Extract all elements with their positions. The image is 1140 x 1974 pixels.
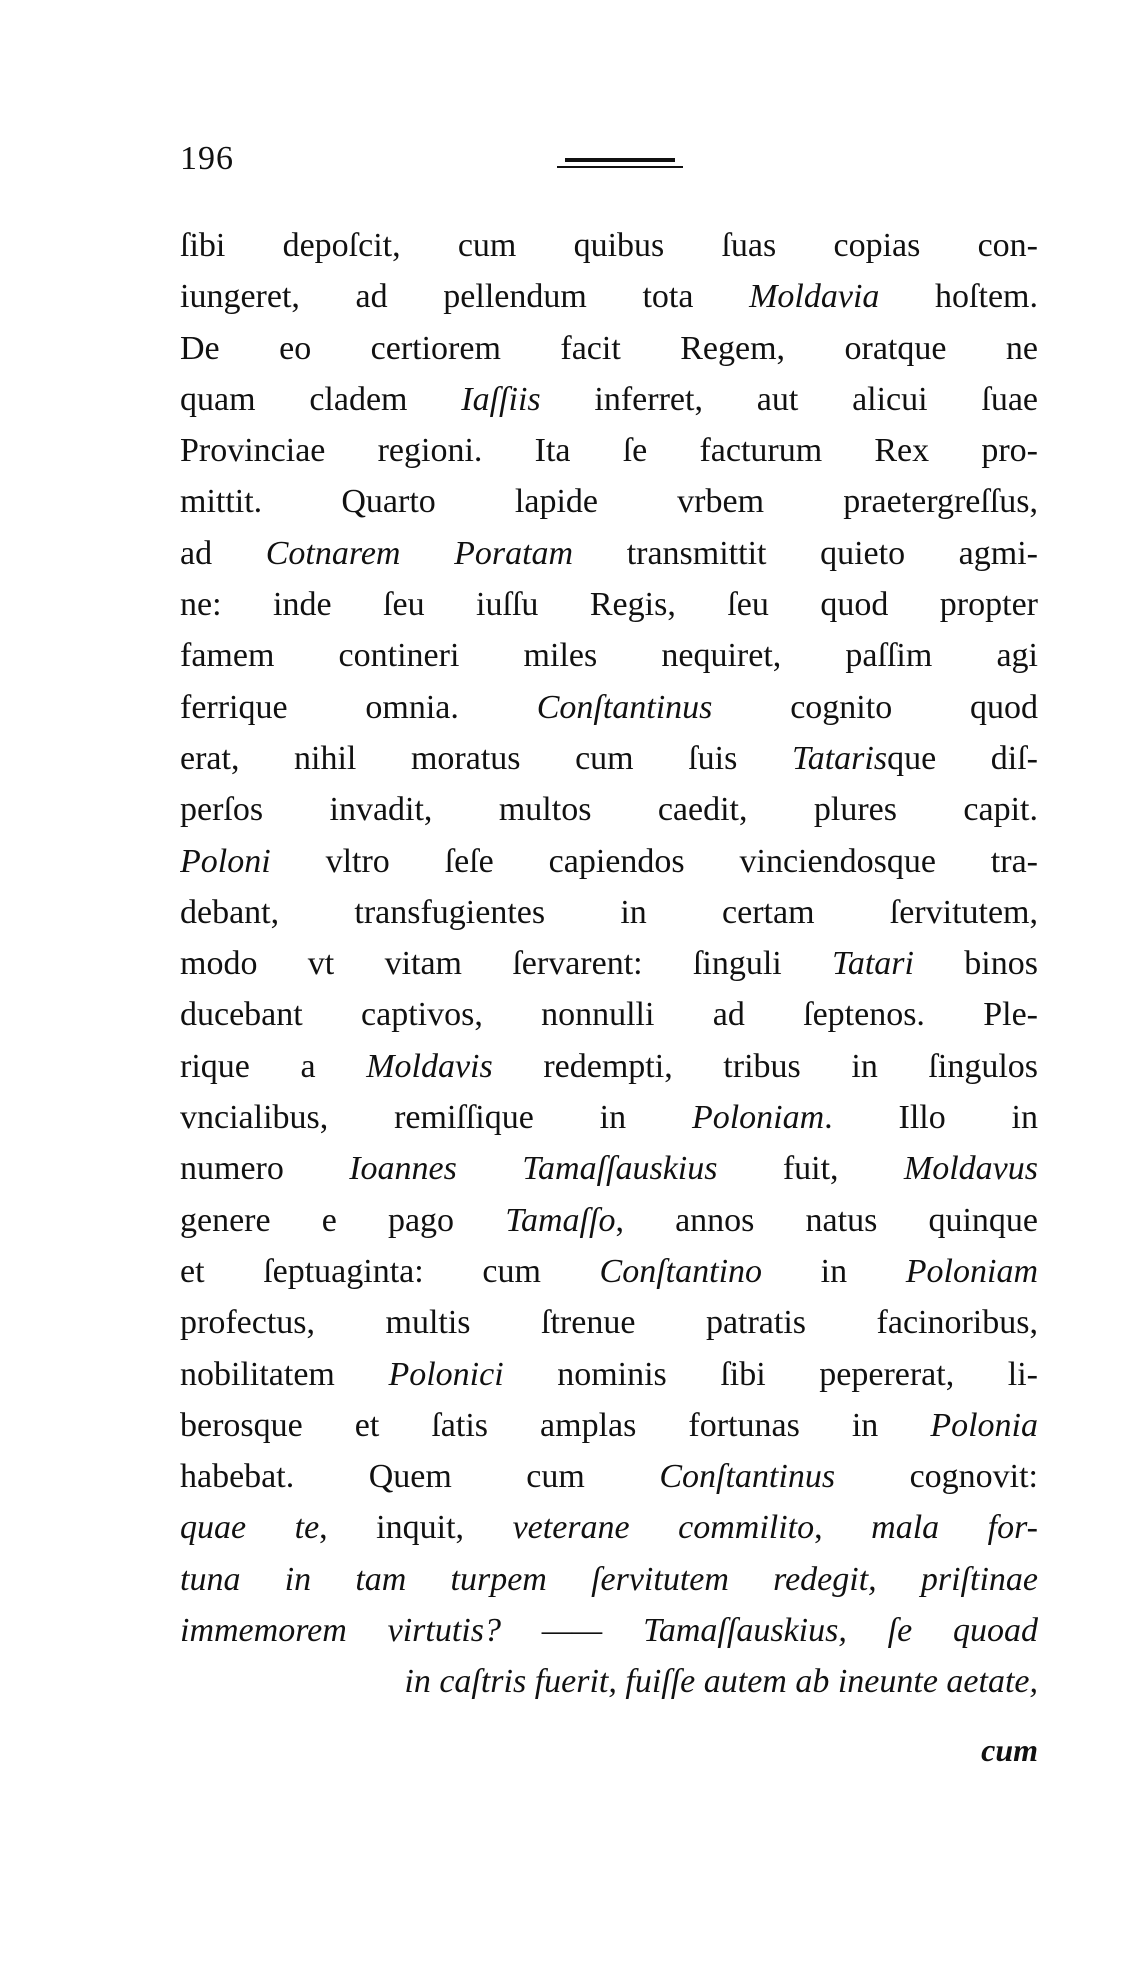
text-segment: nominis ſibi pepererat, li- (503, 1355, 1038, 1393)
italic-text-segment: Polonici (388, 1355, 504, 1393)
text-segment: vncialibus, remiſſique in (180, 1099, 692, 1137)
text-line (180, 682, 1038, 733)
text-segment: , (814, 1509, 872, 1547)
text-segment: numero (180, 1150, 350, 1188)
text-segment: ducebant captivos, nonnulli ad ſeptenos. Ple- (180, 996, 1038, 1034)
catchword: cum (981, 1732, 1038, 1768)
italic-text-segment: Poloniam (691, 1099, 825, 1137)
text-line (180, 1451, 1038, 1502)
italic-text-segment: in caſtris fuerit, fuiſſe autem ab ineunte aetate, (404, 1663, 1038, 1701)
italic-text-segment: Poloniam (905, 1252, 1038, 1290)
text-segment: hoſtem. (879, 278, 1038, 316)
text-line (180, 938, 1038, 989)
text-segment: berosque et ſatis amplas fortunas in (180, 1406, 931, 1444)
text-segment: ferrique omnia. (180, 688, 537, 726)
text-segment: redempti, tribus in ſingulos (492, 1047, 1038, 1085)
text-segment: binos (913, 945, 1038, 983)
text-segment: cognovit: (835, 1458, 1038, 1496)
text-line (180, 1554, 1038, 1605)
text-segment: modo vt vitam ſervarent: ſinguli (180, 945, 833, 983)
text-line (180, 1400, 1038, 1451)
text-segment: erat, nihil moratus cum ſuis (180, 739, 792, 777)
italic-text-segment: Iaſſiis (461, 380, 541, 418)
text-segment: et ſeptuaginta: cum (180, 1252, 600, 1290)
italic-text-segment: Moldavis (366, 1047, 493, 1085)
text-segment: inferret, aut alicui ſuae (540, 380, 1038, 418)
text-segment: vltro ſeſe capiendos vinciendosque tra- (270, 842, 1038, 880)
text-segment: debant, transfugientes in certam ſervitutem, (180, 893, 1038, 931)
text-segment: , inquit, (319, 1509, 513, 1547)
italic-text-segment: Conſtantinus (536, 688, 713, 726)
text-line (180, 476, 1038, 527)
header-rule-thin (557, 166, 683, 168)
italic-text-segment: Poloni (180, 842, 271, 880)
italic-text-segment: Conſtantinus (659, 1458, 836, 1496)
text-segment: genere e pago (180, 1201, 506, 1239)
italic-text-segment: quae te (180, 1509, 320, 1547)
text-segment: ne: inde ſeu iuſſu Regis, ſeu quod propter (180, 586, 1038, 624)
text-line (180, 579, 1038, 630)
italic-text-segment: Moldavus (903, 1150, 1038, 1188)
text-segment: mittit. Quarto lapide vrbem praetergreſſus, (180, 483, 1038, 521)
text-line (180, 1502, 1038, 1553)
text-line (180, 630, 1038, 681)
text-line (180, 220, 1038, 271)
text-segment: famem contineri miles nequiret, paſſim agi (180, 637, 1038, 675)
text-segment: fuit, (717, 1150, 904, 1188)
text-line (180, 1297, 1038, 1348)
text-segment: cognito quod (712, 688, 1038, 726)
italic-text-segment: Tataris (791, 739, 888, 777)
header-rule-thick (565, 158, 675, 162)
text-line (180, 1195, 1038, 1246)
header-ornament-rule (557, 158, 683, 172)
text-line (180, 836, 1038, 887)
text-segment: rique a (180, 1047, 367, 1085)
text-line (180, 1246, 1038, 1297)
text-line (180, 1092, 1038, 1143)
text-segment: profectus, multis ſtrenue patratis facinoribus, (180, 1304, 1038, 1342)
text-line (180, 1656, 1038, 1707)
page-header (180, 140, 970, 190)
text-line (180, 989, 1038, 1040)
text-segment: que diſ- (887, 739, 1038, 777)
italic-text-segment: mala for- (871, 1509, 1038, 1547)
text-segment: perſos invadit, multos caedit, plures capit. (180, 791, 1038, 829)
body-text (180, 220, 1038, 1708)
text-segment: ſibi depoſcit, cum quibus ſuas copias con- (180, 227, 1038, 264)
italic-text-segment: Polonia (930, 1406, 1038, 1444)
text-line (180, 733, 1038, 784)
text-line (180, 1349, 1038, 1400)
text-segment: ad (180, 534, 266, 572)
italic-text-segment: veterane commilito (512, 1509, 815, 1547)
text-segment: , annos natus quinque (615, 1201, 1038, 1239)
text-line (180, 528, 1038, 579)
text-segment: Provinciae regioni. Ita ſe facturum Rex pro- (180, 432, 1038, 470)
italic-text-segment: Ioannes Tamaſſauskius (349, 1150, 718, 1188)
italic-text-segment: immemorem virtutis? —— Tamaſſauskius, ſe quoad (180, 1612, 1038, 1650)
text-segment: iungeret, ad pellendum tota (180, 278, 750, 316)
text-segment: De eo certiorem facit Regem, oratque ne (180, 329, 1038, 367)
italic-text-segment: Tamaſſo (505, 1201, 616, 1239)
text-line (180, 887, 1038, 938)
text-segment: nobilitatem (180, 1355, 389, 1393)
italic-text-segment: Cotnarem Poratam (265, 534, 574, 572)
text-line (180, 374, 1038, 425)
text-segment: transmittit quieto agmi- (573, 534, 1038, 572)
italic-text-segment: Moldavia (749, 278, 880, 316)
text-segment: . Illo in (824, 1099, 1038, 1137)
text-line (180, 1041, 1038, 1092)
text-line (180, 1605, 1038, 1656)
text-line (180, 1143, 1038, 1194)
text-line (180, 784, 1038, 835)
italic-text-segment: tuna in tam turpem ſervitutem redegit, priſtinae (180, 1560, 1038, 1598)
italic-text-segment: Tatari (832, 945, 914, 983)
text-line (180, 271, 1038, 322)
page-number: 196 (180, 140, 234, 177)
italic-text-segment: Conſtantino (599, 1252, 763, 1290)
text-segment: habebat. Quem cum (180, 1458, 660, 1496)
text-line (180, 425, 1038, 476)
text-segment: quam cladem (180, 380, 462, 418)
text-line (180, 323, 1038, 374)
text-segment: in (762, 1252, 906, 1290)
